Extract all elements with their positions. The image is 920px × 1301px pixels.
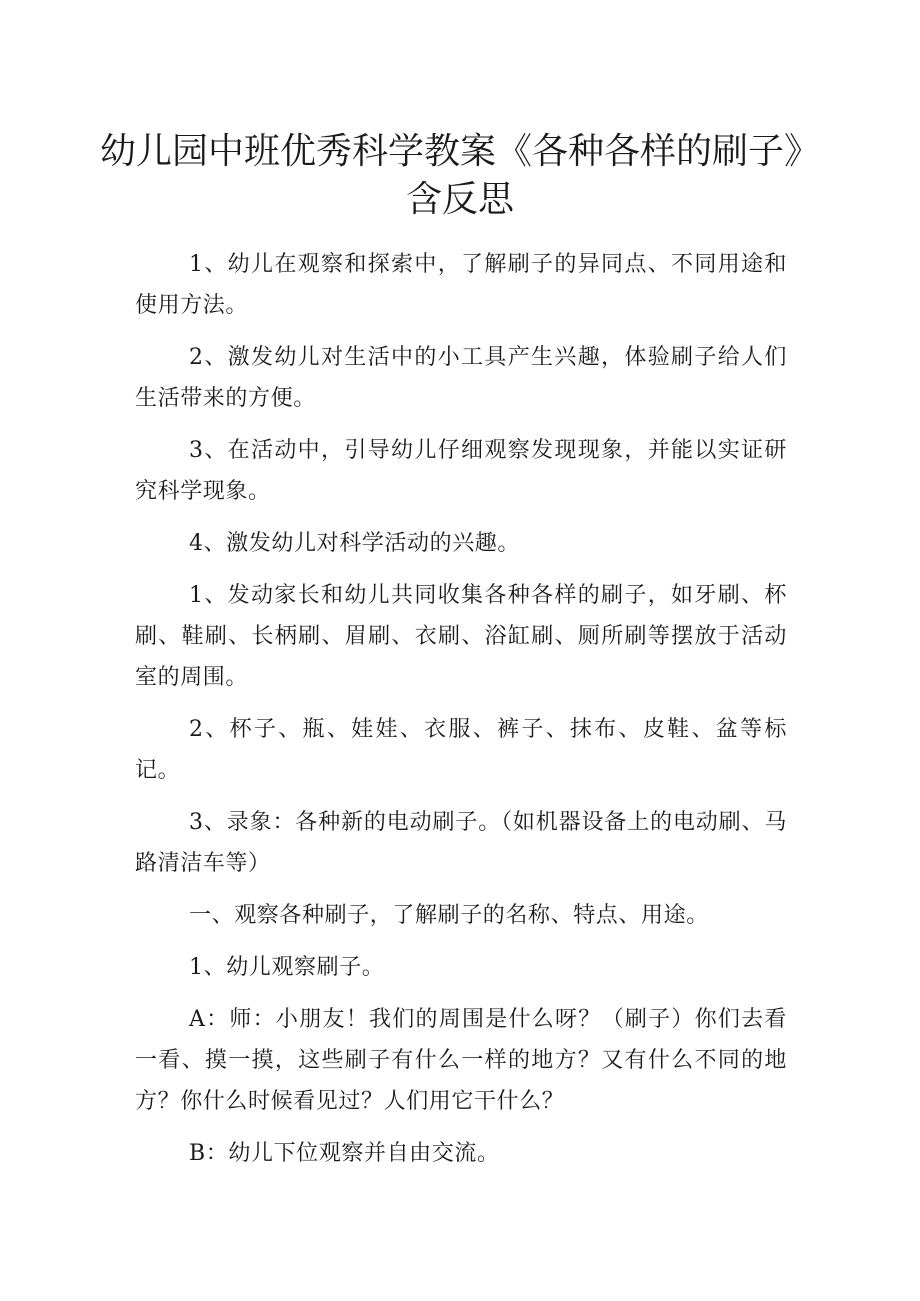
process-step-1: 1、幼儿观察刷子。 <box>189 955 385 980</box>
document-body <box>135 244 787 1185</box>
goal-paragraph-3: 3、在活动中，引导幼儿仔细观察发现现象，并能以实证研究科学现象。 <box>135 438 787 504</box>
preparation-paragraph-3: 3、录象：各种新的电动刷子。（如机器设备上的电动刷、马路清洁车等） <box>135 810 787 876</box>
goal-paragraph-4: 4、激发幼儿对科学活动的兴趣。 <box>189 531 520 556</box>
goal-paragraph-2: 2、激发幼儿对生活中的小工具产生兴趣，体验刷子给人们生活带来的方便。 <box>135 345 787 411</box>
process-heading: 一、观察各种刷子，了解刷子的名称、特点、用途。 <box>189 903 709 928</box>
preparation-paragraph-2: 2、杯子、瓶、娃娃、衣服、裤子、抹布、皮鞋、盆等标记。 <box>135 717 787 783</box>
process-step-1b: B：幼儿下位观察并自由交流。 <box>189 1141 500 1166</box>
document-title: 幼儿园中班优秀科学教案《各种各样的刷子》 <box>99 131 820 172</box>
goal-paragraph-1: 1、幼儿在观察和探索中，了解刷子的异同点、不同用途和使用方法。 <box>135 252 787 318</box>
preparation-paragraph-1: 1、发动家长和幼儿共同收集各种各样的刷子，如牙刷、杯刷、鞋刷、长柄刷、眉刷、衣刷、浴缸刷、厕所刷等摆放于活动室的周围。 <box>135 583 787 690</box>
document-title-continued: 含反思 <box>405 179 514 220</box>
process-step-1a: A：师：小朋友！我们的周围是什么呀？（刷子）你们去看一看、摸一摸，这些刷子有什么一样的地方？又有什么不同的地方？你什么时候看见过？人们用它干什么？ <box>135 1007 787 1114</box>
